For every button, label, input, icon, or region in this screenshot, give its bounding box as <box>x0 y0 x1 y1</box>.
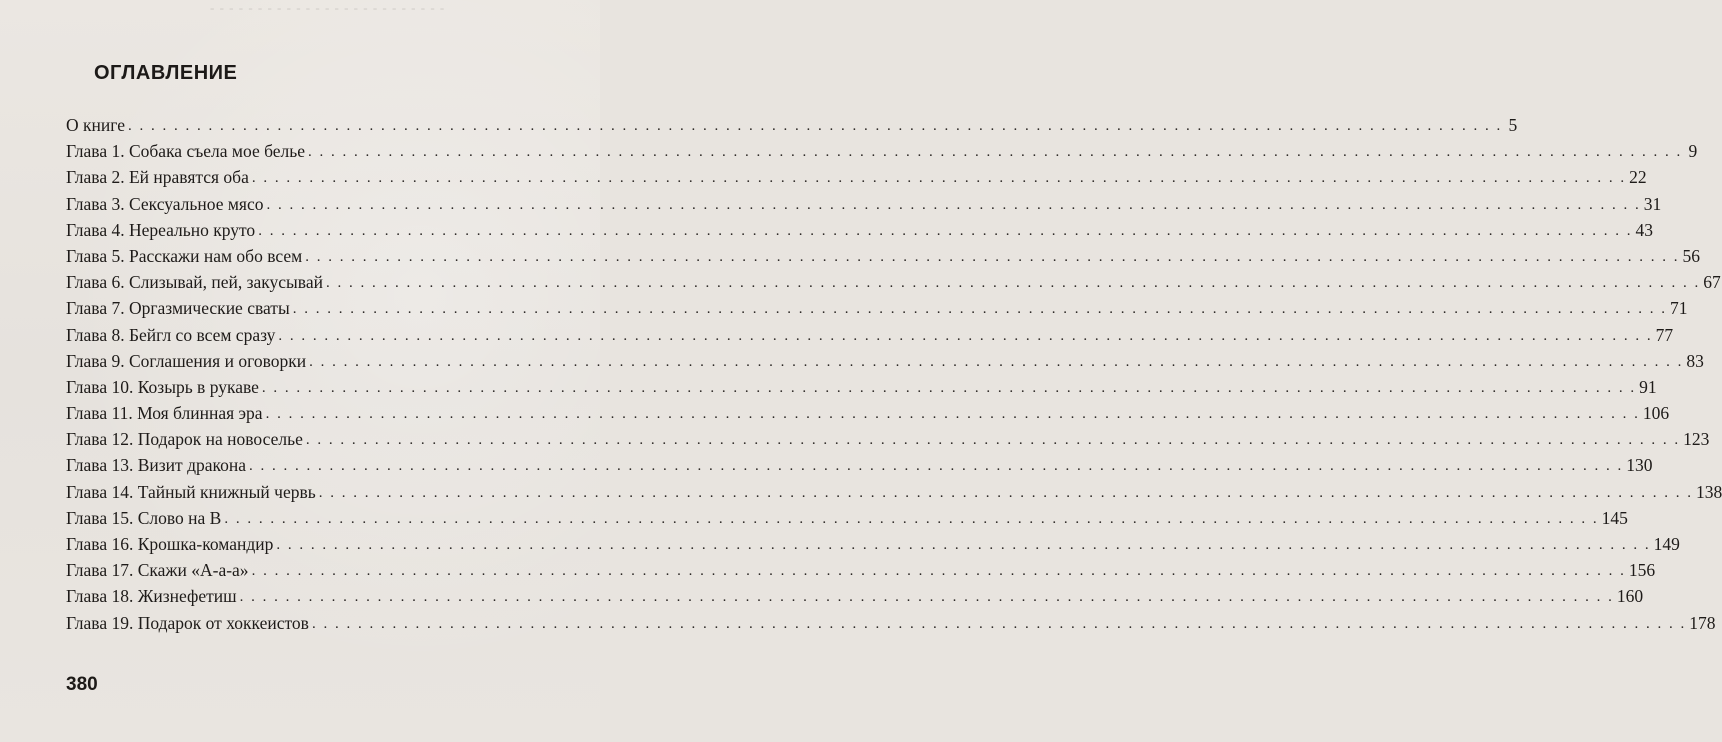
dot-leader: . . . . . . . . . . . . . . . . . . . . . . . . . . . . . . . . . . . . . . . . . . . . . . . . . . . . . . . . . . . . . . . . . . . . . . . . . . . . . . . . . . . . . . . . . . . . . . . . . . . . . . . . . . . . . . . . . . . . . . . . <box>266 196 1641 213</box>
toc-entry-page: 91 <box>1639 376 1657 397</box>
toc-entry-page: 130 <box>1626 455 1653 476</box>
toc-entry <box>66 479 1722 505</box>
toc-entry-page: 31 <box>1643 193 1662 214</box>
toc-entry <box>66 138 1698 164</box>
toc-entry <box>66 269 1721 295</box>
dot-leader: . . . . . . . . . . . . . . . . . . . . . . . . . . . . . . . . . . . . . . . . . . . . . . . . . . . . . . . . . . . . . . . . . . . . . . . . . . . . . . . . . . . . . . . . . . . . . . . . . . . . . . . . . . . . . . . . . . . . . . . . <box>318 484 1693 501</box>
toc-entry-page: 138 <box>1695 481 1722 502</box>
dot-leader: . . . . . . . . . . . . . . . . . . . . . . . . . . . . . . . . . . . . . . . . . . . . . . . . . . . . . . . . . . . . . . . . . . . . . . . . . . . . . . . . . . . . . . . . . . . . . . . . . . . . . . . . . . . . . . . . . . . . . . . . <box>239 589 1614 606</box>
toc-entry-page: 83 <box>1686 350 1704 371</box>
toc-entry <box>66 531 1680 557</box>
toc-entry-title: Глава 18. Жизнефетиш <box>66 586 237 607</box>
toc-entry-page: 56 <box>1682 245 1700 266</box>
toc-entry-title: Глава 2. Ей нравятся оба <box>66 167 249 188</box>
toc-entry-title: Глава 15. Слово на В <box>66 507 222 528</box>
dot-leader: . . . . . . . . . . . . . . . . . . . . . . . . . . . . . . . . . . . . . . . . . . . . . . . . . . . . . . . . . . . . . . . . . . . . . . . . . . . . . . . . . . . . . . . . . . . . . . . . . . . . . . . . . . . . . . . . . . . . . . . . <box>261 379 1637 396</box>
toc-entry-title: Глава 17. Скажи «А-а-а» <box>66 560 249 581</box>
toc-entry <box>66 400 1670 426</box>
toc-entry-page: 106 <box>1642 403 1670 424</box>
toc-entry-page: 71 <box>1669 298 1688 319</box>
toc-entry-title: Глава 13. Визит дракона <box>66 455 246 476</box>
toc-entry-page: 9 <box>1688 141 1698 162</box>
toc-entry-title: Глава 10. Козырь в рукаве <box>66 376 259 397</box>
toc-entry-title: Глава 3. Сексуальное мясо <box>66 193 264 214</box>
toc-entry-title: Глава 12. Подарок на новоселье <box>66 429 303 450</box>
toc-entry-title: Глава 8. Бейгл со всем сразу <box>66 324 276 345</box>
toc-entry <box>66 452 1653 478</box>
toc-entry <box>66 610 1716 636</box>
toc-entry-page: 5 <box>1508 115 1518 135</box>
dot-leader: . . . . . . . . . . . . . . . . . . . . . . . . . . . . . . . . . . . . . . . . . . . . . . . . . . . . . . . . . . . . . . . . . . . . . . . . . . . . . . . . . . . . . . . . . . . . . . . . . . . . . . . . . . . . . . . . . . . . . . . . <box>311 615 1687 632</box>
toc-entry-page: 149 <box>1653 534 1680 554</box>
toc-entry-title: Глава 4. Нереально круто <box>66 219 256 240</box>
toc-entry <box>66 505 1628 531</box>
toc-entry-title: Глава 1. Собака съела мое белье <box>66 141 306 162</box>
dot-leader: . . . . . . . . . . . . . . . . . . . . . . . . . . . . . . . . . . . . . . . . . . . . . . . . . . . . . . . . . . . . . . . . . . . . . . . . . . . . . . . . . . . . . . . . . . . . . . . . . . . . . . . . . . . . . . . . . . . . . . . . <box>224 510 1599 527</box>
toc-entry-page: 156 <box>1628 560 1656 581</box>
toc-entry-page: 160 <box>1616 586 1644 607</box>
toc-entry-title: О книге <box>66 115 125 135</box>
table-of-contents <box>66 112 1722 636</box>
bleed-through-text: - - - - - - - - - - - - - - - - - - - - - - - - - <box>210 0 446 15</box>
toc-entry <box>66 374 1657 400</box>
dot-leader: . . . . . . . . . . . . . . . . . . . . . . . . . . . . . . . . . . . . . . . . . . . . . . . . . . . . . . . . . . . . . . . . . . . . . . . . . . . . . . . . . . . . . . . . . . . . . . . . . . . . . . . . . . . . . . . . . . . . . . . . <box>265 406 1640 423</box>
dot-leader: . . . . . . . . . . . . . . . . . . . . . . . . . . . . . . . . . . . . . . . . . . . . . . . . . . . . . . . . . . . . . . . . . . . . . . . . . . . . . . . . . . . . . . . . . . . . . . . . . . . . . . . . . . . . . . . . . . . . . . . . <box>248 458 1624 475</box>
dot-leader: . . . . . . . . . . . . . . . . . . . . . . . . . . . . . . . . . . . . . . . . . . . . . . . . . . . . . . . . . . . . . . . . . . . . . . . . . . . . . . . . . . . . . . . . . . . . . . . . . . . . . . . . . . . . . . . . . . . . . . . . <box>258 222 1633 239</box>
toc-entry <box>66 583 1644 609</box>
toc-entry-title: Глава 5. Расскажи нам обо всем <box>66 245 303 266</box>
toc-entry-page: 43 <box>1635 219 1653 240</box>
toc-entry-title: Глава 19. Подарок от хоккеистов <box>66 612 309 633</box>
dot-leader: . . . . . . . . . . . . . . . . . . . . . . . . . . . . . . . . . . . . . . . . . . . . . . . . . . . . . . . . . . . . . . . . . . . . . . . . . . . . . . . . . . . . . . . . . . . . . . . . . . . . . . . . . . . . . . . . . . . . . . . . <box>278 327 1653 344</box>
toc-entry-page: 22 <box>1629 167 1647 188</box>
toc-entry-page: 77 <box>1655 324 1674 345</box>
dot-leader: . . . . . . . . . . . . . . . . . . . . . . . . . . . . . . . . . . . . . . . . . . . . . . . . . . . . . . . . . . . . . . . . . . . . . . . . . . . . . . . . . . . . . . . . . . . . . . . . . . . . . . . . . . . . . . . . . . . . . . . . <box>292 301 1667 318</box>
dot-leader: . . . . . . . . . . . . . . . . . . . . . . . . . . . . . . . . . . . . . . . . . . . . . . . . . . . . . . . . . . . . . . . . . . . . . . . . . . . . . . . . . . . . . . . . . . . . . . . . . . . . . . . . . . . . . . . . . . . . . . . . <box>325 275 1701 292</box>
toc-entry-title: Глава 16. Крошка-командир <box>66 534 274 554</box>
toc-entry <box>66 322 1674 348</box>
toc-entry-page: 123 <box>1683 429 1710 450</box>
toc-entry-title: Глава 14. Тайный книжный червь <box>66 481 316 502</box>
toc-entry <box>66 426 1710 452</box>
toc-entry-page: 145 <box>1601 507 1628 528</box>
toc-entry <box>66 348 1704 374</box>
toc-entry-page: 178 <box>1689 612 1716 633</box>
toc-entry <box>66 191 1662 217</box>
toc-entry-title: Глава 9. Соглашения и оговорки <box>66 350 307 371</box>
dot-leader: . . . . . . . . . . . . . . . . . . . . . . . . . . . . . . . . . . . . . . . . . . . . . . . . . . . . . . . . . . . . . . . . . . . . . . . . . . . . . . . . . . . . . . . . . . . . . . . . . . . . . . . . . . . . . . . . . . . . . . . . <box>127 118 1503 134</box>
dot-leader: . . . . . . . . . . . . . . . . . . . . . . . . . . . . . . . . . . . . . . . . . . . . . . . . . . . . . . . . . . . . . . . . . . . . . . . . . . . . . . . . . . . . . . . . . . . . . . . . . . . . . . . . . . . . . . . . . . . . . . . . <box>309 353 1684 370</box>
dot-leader: . . . . . . . . . . . . . . . . . . . . . . . . . . . . . . . . . . . . . . . . . . . . . . . . . . . . . . . . . . . . . . . . . . . . . . . . . . . . . . . . . . . . . . . . . . . . . . . . . . . . . . . . . . . . . . . . . . . . . . . . <box>251 563 1626 580</box>
dot-leader: . . . . . . . . . . . . . . . . . . . . . . . . . . . . . . . . . . . . . . . . . . . . . . . . . . . . . . . . . . . . . . . . . . . . . . . . . . . . . . . . . . . . . . . . . . . . . . . . . . . . . . . . . . . . . . . . . . . . . . . . <box>276 537 1651 553</box>
toc-entry-title: Глава 7. Оргазмические сваты <box>66 298 290 319</box>
toc-entry <box>66 112 1518 138</box>
toc-entry <box>66 217 1653 243</box>
toc-entry-page: 67 <box>1703 272 1721 293</box>
dot-leader: . . . . . . . . . . . . . . . . . . . . . . . . . . . . . . . . . . . . . . . . . . . . . . . . . . . . . . . . . . . . . . . . . . . . . . . . . . . . . . . . . . . . . . . . . . . . . . . . . . . . . . . . . . . . . . . . . . . . . . . . <box>305 432 1681 449</box>
dot-leader: . . . . . . . . . . . . . . . . . . . . . . . . . . . . . . . . . . . . . . . . . . . . . . . . . . . . . . . . . . . . . . . . . . . . . . . . . . . . . . . . . . . . . . . . . . . . . . . . . . . . . . . . . . . . . . . . . . . . . . . . <box>305 248 1680 265</box>
toc-entry <box>66 557 1656 583</box>
toc-entry <box>66 164 1647 190</box>
dot-leader: . . . . . . . . . . . . . . . . . . . . . . . . . . . . . . . . . . . . . . . . . . . . . . . . . . . . . . . . . . . . . . . . . . . . . . . . . . . . . . . . . . . . . . . . . . . . . . . . . . . . . . . . . . . . . . . . . . . . . . . . <box>308 144 1683 161</box>
page-number: 380 <box>66 674 98 695</box>
toc-entry <box>66 295 1688 321</box>
dot-leader: . . . . . . . . . . . . . . . . . . . . . . . . . . . . . . . . . . . . . . . . . . . . . . . . . . . . . . . . . . . . . . . . . . . . . . . . . . . . . . . . . . . . . . . . . . . . . . . . . . . . . . . . . . . . . . . . . . . . . . . . <box>251 170 1627 187</box>
page-title: ОГЛАВЛЕНИЕ <box>94 62 238 84</box>
toc-entry-title: Глава 11. Моя блинная эра <box>66 403 263 424</box>
toc-entry-title: Глава 6. Слизывай, пей, закусывай <box>66 272 323 293</box>
toc-entry <box>66 243 1700 269</box>
